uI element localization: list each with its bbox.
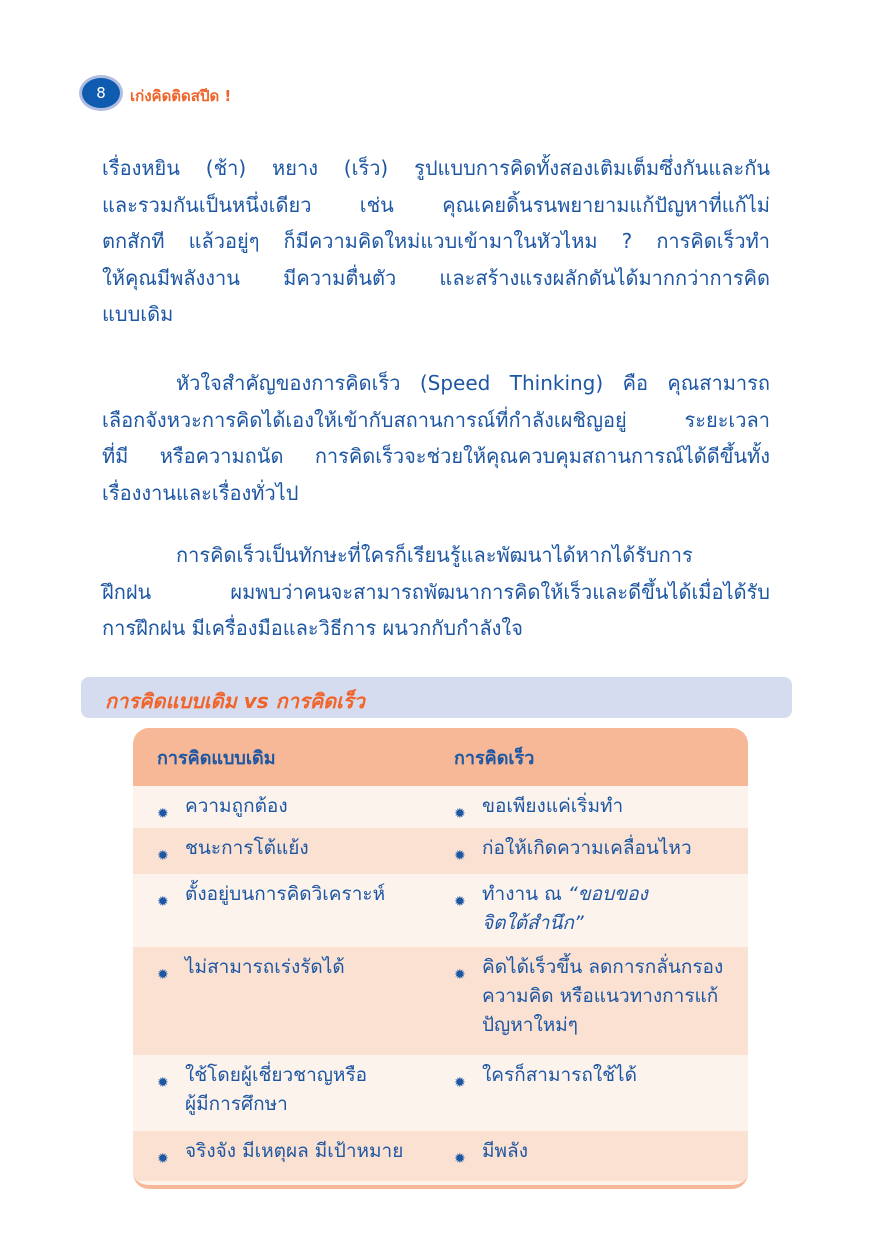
flower-bullet-icon: ✹ <box>454 1151 466 1167</box>
page-number-badge: 8 <box>82 78 120 108</box>
cell-text: ขอเพียงแค่เริ่มทำ <box>482 795 624 817</box>
text-line: ให้คุณมีพลังงาน มีความตื่นตัว และสร้างแรงผลักดันได้มากกว่าการคิด <box>102 265 770 290</box>
table-row <box>133 1131 748 1181</box>
cell-text: ความคิด หรือแนวทางการแก้ <box>482 985 719 1007</box>
cell-text: “ขอบของ <box>567 883 648 905</box>
cell-text: ความถูกต้อง <box>185 795 288 817</box>
header-traditional: การคิดแบบเดิม <box>157 747 276 769</box>
table-row <box>133 828 748 874</box>
flower-bullet-icon: ✹ <box>157 848 169 864</box>
text-line: ที่มี หรือความถนัด การคิดเร็วจะช่วยให้คุณควบคุมสถานการณ์ได้ดีขึ้นทั้ง <box>102 444 770 468</box>
flower-bullet-icon: ✹ <box>157 1151 169 1167</box>
text-line: หัวใจสำคัญของการคิดเร็ว (Speed Thinking) คือ คุณสามารถ <box>176 371 770 395</box>
cell-text: จริงจัง มีเหตุผล มีเป้าหมาย <box>185 1140 404 1162</box>
text-line: เรื่องงานและเรื่องทั่วไป <box>102 480 299 505</box>
comparison-table <box>133 728 748 1189</box>
table-cell-right <box>430 792 748 828</box>
table-header <box>133 728 748 786</box>
flower-bullet-icon: ✹ <box>454 1075 466 1091</box>
section-title: การคิดแบบเดิม vs การคิดเร็ว <box>105 689 365 713</box>
flower-bullet-icon: ✹ <box>454 848 466 864</box>
cell-text: จิตใต้สำนึก” <box>482 912 584 934</box>
text-line: เลือกจังหวะการคิดได้เองให้เข้ากับสถานการณ์ที่กำลังเผชิญอยู่ ระยะเวลา <box>102 407 770 432</box>
flower-bullet-icon: ✹ <box>454 894 466 910</box>
table-cell-right <box>430 953 748 1055</box>
table-cell-left <box>133 1061 430 1131</box>
cell-text: ก่อให้เกิดความเคลื่อนไหว <box>482 837 692 859</box>
table-cell-left <box>133 1137 430 1181</box>
table-cell-left <box>133 953 430 1055</box>
table-cell-right <box>430 1137 748 1181</box>
table-row <box>133 947 748 1055</box>
text-line: การคิดเร็วเป็นทักษะที่ใครก็เรียนรู้และพัฒนาได้หากได้รับการ <box>176 543 693 567</box>
text-line: เรื่องหยิน (ช้า) หยาง (เร็ว) รูปแบบการคิดทั้งสองเติมเต็มซึ่งกันและกัน <box>102 156 770 180</box>
table-cell-right <box>430 834 748 874</box>
section-title-band <box>81 677 792 718</box>
flower-bullet-icon: ✹ <box>454 806 466 822</box>
text-line: การฝึกฝน มีเครื่องมือและวิธีการ ผนวกกับกำลังใจ <box>102 616 523 640</box>
text-line: ตกสักที แล้วอยู่ๆ ก็มีความคิดใหม่แวบเข้ามาในหัวไหม ? การคิดเร็วทำ <box>102 229 770 253</box>
flower-bullet-icon: ✹ <box>454 967 466 983</box>
cell-text: ตั้งอยู่บนการคิดวิเคราะห์ <box>185 883 386 905</box>
cell-text: ใครก็สามารถใช้ได้ <box>482 1064 637 1086</box>
flower-bullet-icon: ✹ <box>157 1075 169 1091</box>
cell-text: ชนะการโต้แย้ง <box>185 837 309 859</box>
text-line: แบบเดิม <box>102 302 174 326</box>
paragraph-2 <box>102 365 770 511</box>
table-row <box>133 1055 748 1131</box>
running-title: เก่งคิดติดสปีด ! <box>130 87 232 105</box>
table-row <box>133 874 748 947</box>
table-cell-left <box>133 880 430 947</box>
paragraph-1 <box>102 150 770 333</box>
text-line: ฝึกฝน ผมพบว่าคนจะสามารถพัฒนาการคิดให้เร็วและดีขึ้นได้เมื่อได้รับ <box>102 579 770 604</box>
paragraph-3 <box>102 537 770 647</box>
cell-text: ไม่สามารถเร่งรัดได้ <box>185 956 345 978</box>
table-row <box>133 786 748 828</box>
flower-bullet-icon: ✹ <box>157 894 169 910</box>
header-speed: การคิดเร็ว <box>454 747 535 769</box>
cell-text: มีพลัง <box>482 1140 528 1162</box>
cell-text: ปัญหาใหม่ๆ <box>482 1014 578 1036</box>
cell-text: ใช้โดยผู้เชี่ยวชาญหรือ <box>185 1064 368 1086</box>
cell-text: ทำงาน ณ <box>482 883 568 905</box>
text-line: และรวมกันเป็นหนึ่งเดียว เช่น คุณเคยดิ้นรนพยายามแก้ปัญหาที่แก้ไม่ <box>102 192 770 217</box>
flower-bullet-icon: ✹ <box>157 967 169 983</box>
table-cell-left <box>133 792 430 828</box>
cell-text: คิดได้เร็วขึ้น ลดการกลั่นกรอง <box>482 956 724 978</box>
table-cell-right <box>430 1061 748 1131</box>
table-cell-right <box>430 880 748 947</box>
cell-text: ผู้มีการศึกษา <box>185 1093 288 1115</box>
table-cell-left <box>133 834 430 874</box>
flower-bullet-icon: ✹ <box>157 806 169 822</box>
